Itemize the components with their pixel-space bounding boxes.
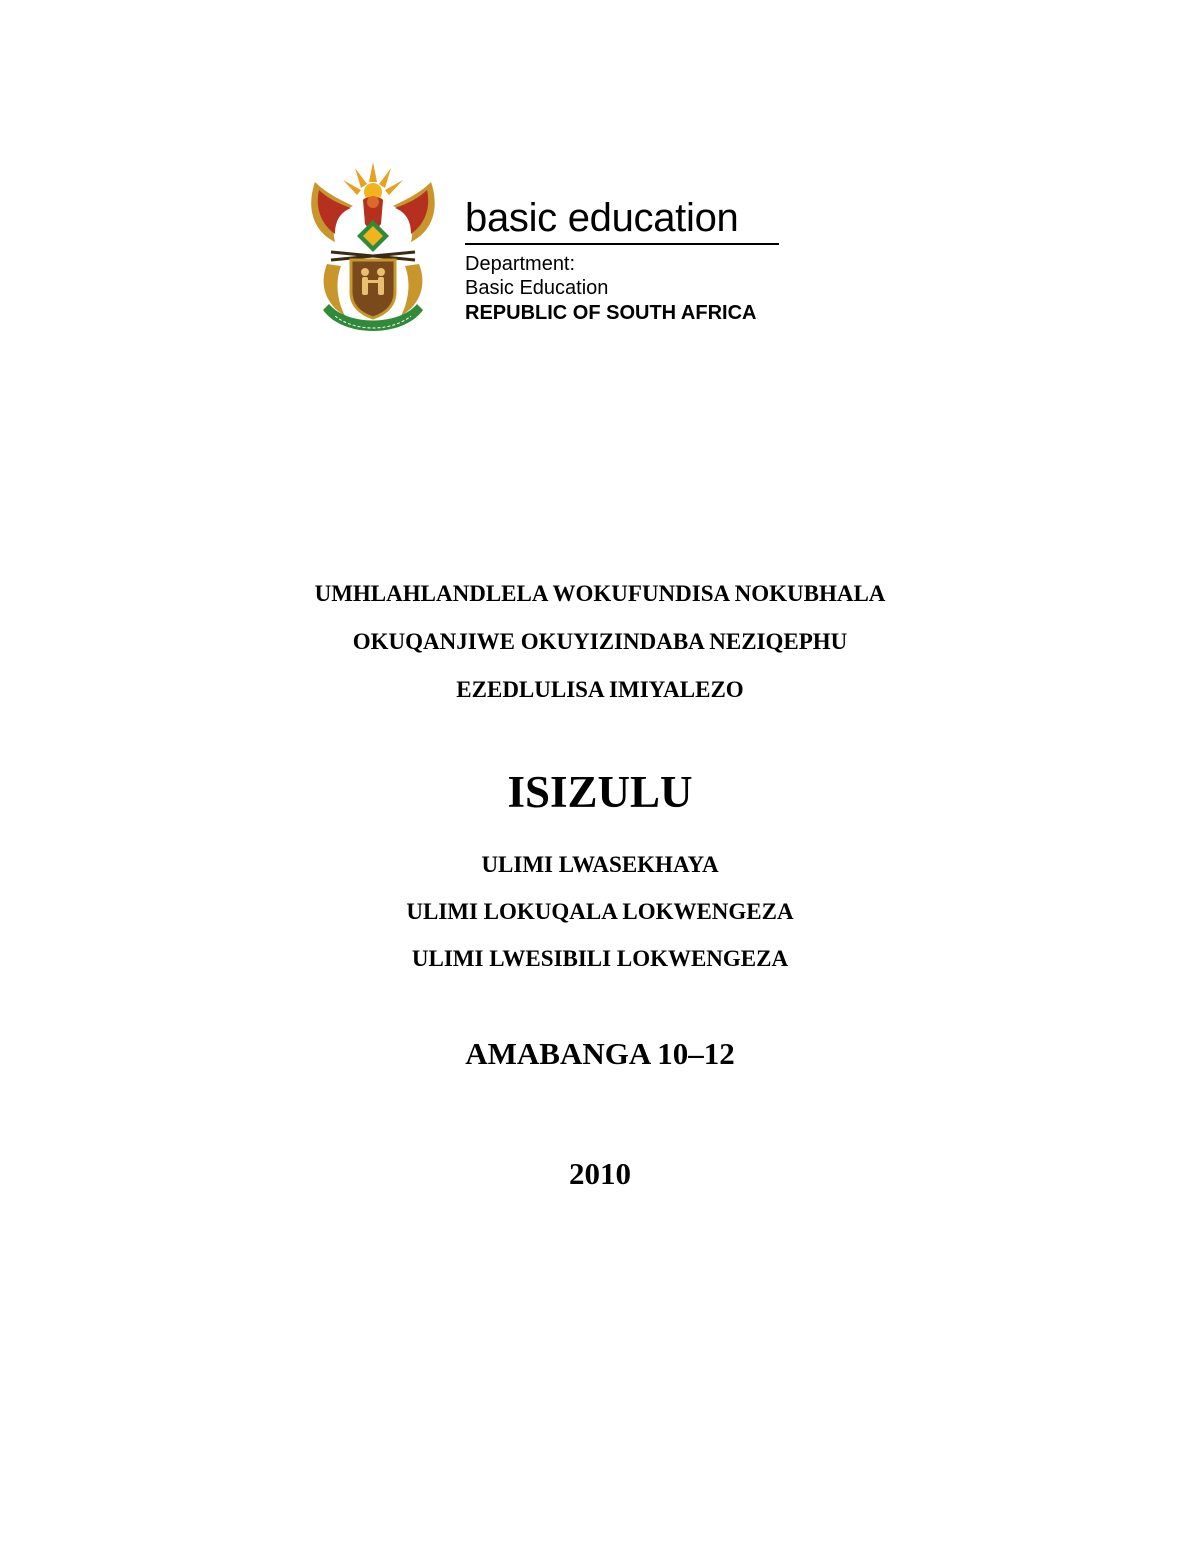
- department-name: Basic Education: [465, 277, 609, 299]
- department-logo: [305, 160, 785, 345]
- department-label: Department:: [465, 253, 576, 275]
- title-line-1: UMHLAHLANDLELA WOKUFUNDISA NOKUBHALA: [314, 581, 886, 606]
- title-line-2: OKUQANJIWE OKUYIZINDABA NEZIQEPHU: [352, 629, 848, 654]
- subject-title: ISIZULU: [507, 767, 693, 817]
- publication-year: 2010: [569, 1156, 631, 1191]
- level-second-additional: ULIMI LWESIBILI LOKWENGEZA: [411, 946, 789, 971]
- level-home-language: ULIMI LWASEKHAYA: [481, 852, 719, 877]
- level-first-additional: ULIMI LOKUQALA LOKWENGEZA: [406, 899, 794, 924]
- south-africa-coat-of-arms-icon: [305, 160, 441, 340]
- grades: AMABANGA 10–12: [465, 1036, 735, 1071]
- brand-text: [465, 160, 785, 340]
- brand-name: basic education: [465, 196, 739, 240]
- country-name: REPUBLIC OF SOUTH AFRICA: [465, 302, 757, 324]
- brand-divider: [465, 243, 779, 245]
- title-line-3: EZEDLULISA IMIYALEZO: [456, 677, 744, 702]
